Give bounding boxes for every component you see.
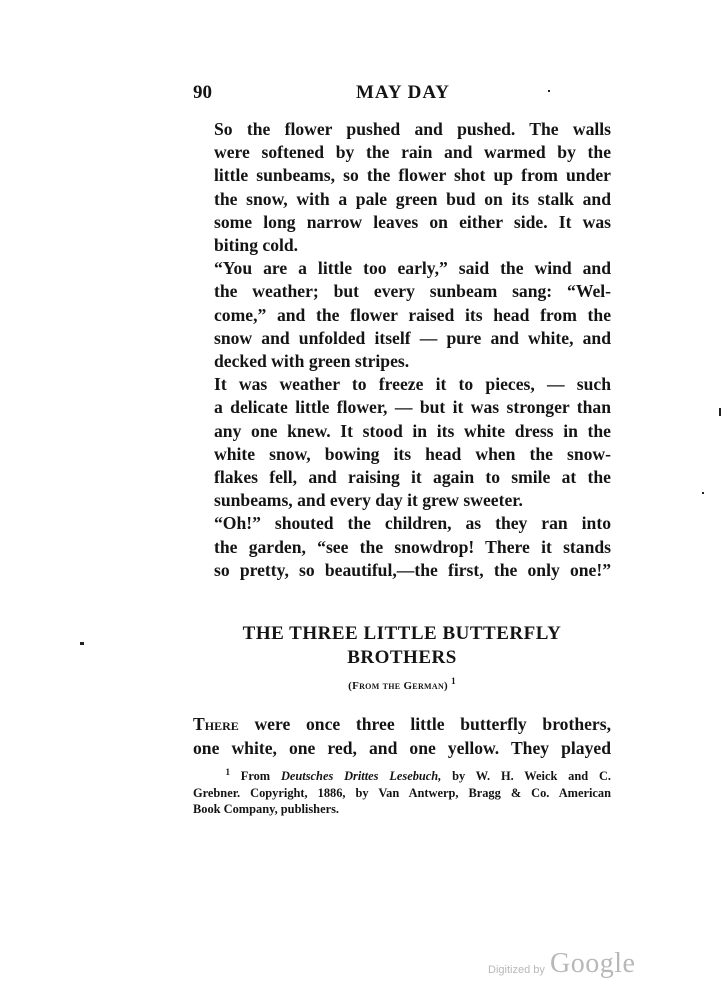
text-line: a delicate little flower, — but it was stronger than [214,397,611,418]
text-fragment: were once three little butterfly brothers, [238,714,611,734]
text-fragment: From [229,769,281,783]
text-line: the snow, with a pale green bud on its stalk and [214,188,611,209]
text-line: were softened by the rain and warmed by the [214,142,611,163]
text-line: come,” and the flower raised its head from the [214,304,611,325]
paragraph-4 [193,512,611,582]
text-line: any one knew. It stood in its white dress in the [214,420,611,441]
text-line: some long narrow leaves on either side. It was [214,211,611,232]
text-line: snow and unfolded itself — pure and white, and [214,327,611,348]
story-opening [193,712,611,760]
watermark-logo: Google [550,948,636,979]
footnote-line: Grebner. Copyright, 1886, by Van Antwerp, Bragg & Co. American [193,785,611,800]
source-note-text: (From the German) [348,680,448,692]
lead-word: There [193,714,239,734]
text-fragment: by W. H. Weick and C. [441,769,611,783]
source-note [193,676,611,692]
text-line: It was weather to freeze it to pieces, — such [214,374,611,395]
text-line: sunbeams, and every day it grew sweeter. [214,490,523,511]
digitized-watermark [488,950,648,986]
scan-speck [548,90,550,92]
text-line: biting cold. [214,235,299,256]
footnote [193,768,611,818]
paragraph-3 [193,373,611,512]
section-heading-line: THE THREE LITTLE BUTTERFLY [242,623,562,644]
section-heading-line: BROTHERS [347,647,457,668]
text-line: “Oh!” shouted the children, as they ran into [214,513,611,534]
footnote-marker: 1 [225,767,230,777]
text-line: “You are a little too early,” said the wind and [214,258,611,279]
text-line: the weather; but every sunbeam sang: “Wel- [214,281,611,302]
text-line [193,712,611,736]
body-text [193,118,611,582]
text-line: decked with green stripes. [214,351,410,372]
watermark-prefix: Digitized by [488,964,545,976]
scan-speck [80,642,84,645]
text-line: one white, one red, and one yellow. They played [193,738,611,758]
text-line: So the flower pushed and pushed. The walls [214,119,611,139]
running-head [193,82,613,108]
running-title: MAY DAY [355,82,451,103]
paragraph-2 [193,257,611,373]
text-line: white snow, bowing its head when the snow- [214,443,611,464]
text-line: so pretty, so beautiful,—the first, the only one!” [214,559,611,580]
page-number: 90 [193,82,212,103]
section-heading [193,622,611,670]
paragraph-1 [193,118,611,257]
footnote-reference: 1 [451,676,456,686]
text-line: flakes fell, and raising it again to smile at the [214,467,611,488]
text-line: little sunbeams, so the flower shot up from under [214,165,611,186]
book-title: Deutsches Drittes Lesebuch, [280,769,442,783]
footnote-line: Book Company, publishers. [193,802,339,816]
scan-speck [719,408,721,416]
text-line: the garden, “see the snowdrop! There it stands [214,536,611,557]
footnote-line [193,768,611,785]
scan-speck [702,492,704,494]
